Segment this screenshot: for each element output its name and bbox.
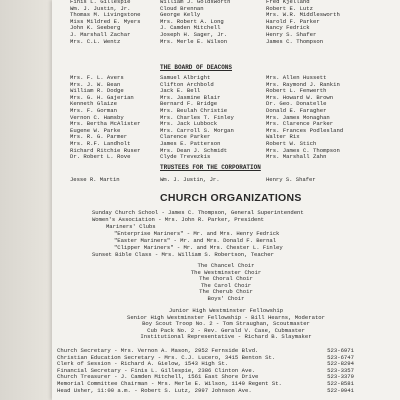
name-line: Wm. J. Justin, Jr.	[70, 4, 131, 12]
choir-line: The Cherub Choir	[199, 288, 253, 296]
name-line: Miss Mildred E. Myers	[70, 17, 141, 25]
officer-text: Church Treasurer - J. Camden Mitchell, 1561 East Shore Drive	[57, 373, 259, 381]
trustees-heading: TRUSTEES FOR THE CORPORATION	[160, 164, 261, 171]
name-line: Richard Ritchie Ruser	[70, 146, 141, 154]
choirs-list	[52, 263, 400, 303]
officer-phone: 522-8294	[327, 360, 354, 368]
name-line: Walter Rix	[266, 133, 300, 141]
fellowship-line: Boy Scout Troop No. 2 - Tom Straughan, Scoutmaster	[142, 320, 310, 328]
name-line: Finis L. Gillespie	[70, 0, 131, 5]
name-line: Mrs. Robert A. Long	[160, 17, 224, 25]
deacons-heading: THE BOARD OF DEACONS	[160, 64, 233, 71]
name-line: Robert L. Fenwerth	[266, 87, 327, 95]
name-line: Mrs. W.R. Middlesworth	[266, 11, 340, 19]
name-line: John K. Seeberg	[70, 24, 121, 32]
fellowship-line: Junior High Westminster Fellowship	[168, 307, 284, 314]
officer-phone: 523-3357	[327, 366, 354, 374]
name-line: Robert W. Stich	[266, 139, 317, 147]
org-line: Sunday Church School - James C. Thompson, General Superintendent	[92, 209, 304, 216]
name-line: Mrs. Merle E. Wilson	[160, 37, 228, 45]
trustee-name: Wm. J. Justin, Jr.	[160, 176, 220, 183]
name-line: Nancy Fedrick	[266, 24, 310, 32]
name-line: Clyde Trevezkis	[160, 153, 211, 161]
organizations-heading: CHURCH ORGANIZATIONS	[160, 192, 302, 204]
name-line: Clifton Archbold	[160, 80, 214, 88]
officer-phone: 522-8581	[327, 379, 354, 387]
name-line: Henry S. Shafer	[266, 30, 317, 38]
bulletin-page	[52, 0, 400, 400]
officer-text: Memorial Committee Chairman - Mrs. Merle E. Wilson, 1140 Regent St.	[57, 379, 282, 387]
fellowship-line: Senior High Westminster Fellowship - Bill Hearns, Moderator	[126, 313, 326, 321]
top-col-3	[266, 0, 340, 45]
binding-edge	[0, 0, 52, 400]
name-line: William R. Dodge	[70, 87, 124, 95]
officer-list	[57, 348, 354, 394]
name-line: Vernon C. Hamsby	[70, 113, 124, 121]
name-line: Mrs. G. H. Gajerian	[70, 93, 134, 101]
officer-text: Head Usher, 11:00 a.m. - Robert S. Lutz, 2997 Johnson Ave.	[57, 386, 252, 394]
name-line: Mrs. R.F. Landholt	[70, 139, 131, 147]
name-line: Mrs. Dean J. Schmidt	[160, 146, 228, 154]
trustee-name: Henry S. Shafer	[266, 176, 316, 183]
name-line: James E. Patterson	[160, 139, 221, 147]
top-col-2	[160, 0, 231, 45]
officer-text: Church Secretary - Mrs. Vernon A. Mason, 2952 Fernside Blvd.	[57, 347, 259, 354]
officer-phone: 523-6971	[327, 347, 354, 354]
name-line: Mrs. Allen Hussett	[266, 74, 327, 81]
org-line: Sunset Bible Class - Mrs. William S. Robertson, Teacher	[92, 251, 274, 258]
name-line: Mrs. J. W. Bean	[70, 80, 121, 88]
officer-phone: 523-3379	[327, 373, 354, 381]
org-line: "Clipper Mariners" - Mr. and Mrs. Chester L. Finley	[114, 244, 283, 251]
name-line: Mrs. James C. Thompson	[266, 146, 340, 154]
deacons-col-3	[266, 75, 343, 161]
name-line: James C. Thompson	[266, 37, 324, 45]
name-line: Clarence Parker	[160, 133, 211, 141]
name-line: J. Camden Mitchell	[160, 24, 221, 32]
name-line: Mrs. C.L. Wentz	[70, 37, 121, 45]
name-line: Eugene W. Parke	[70, 126, 121, 134]
name-line: Mrs. Beulah Christie	[160, 106, 228, 114]
name-line: Robert E. Lutz	[266, 4, 313, 12]
name-line: Mrs. R. G. Parmer	[70, 133, 128, 141]
deacons-col-1	[70, 75, 141, 161]
officer-row	[57, 388, 354, 395]
name-line: Mrs. Carroll S. Morgan	[160, 126, 234, 134]
name-line: Mrs. Frances Podlesland	[266, 126, 344, 134]
name-line: Dr. Geo. Donatelle	[266, 100, 327, 108]
officer-text: Clerk of Session - Richard A. Gielow, 1543 High St.	[57, 360, 229, 368]
name-line: George Kelly	[160, 11, 201, 19]
name-line: Mrs. F. L. Avers	[70, 74, 124, 81]
officer-text: Financial Secretary - Finis L. Gillespie, 2386 Clinton Ave.	[57, 366, 256, 374]
choir-line: The Carol Choir	[200, 281, 252, 289]
name-line: Cloud Brennan	[160, 4, 204, 12]
top-col-1	[70, 0, 141, 45]
choir-line: The Choral Choir	[199, 275, 253, 283]
name-line: Samuel Albright	[160, 74, 211, 81]
name-line: Mrs. Marshall Zahn	[266, 153, 327, 161]
org-line: "Easter Mariners" - Mr. and Mrs. Donald F. Bernal	[114, 237, 277, 244]
name-line: Thomas M. Livingstone	[70, 11, 141, 19]
name-line: Mrs. James Monaghan	[266, 113, 330, 121]
name-line: William J. Goldsworth	[160, 0, 231, 5]
name-line: Mrs. Jack Lubbock	[160, 120, 218, 128]
name-line: Mrs. Clarence Parker	[266, 120, 334, 128]
name-line: Dr. Robert L. Rove	[70, 153, 131, 161]
trustee-name: Jesse R. Martin	[70, 176, 120, 183]
fellowship-list	[52, 308, 400, 341]
name-line: Harold F. Parker	[266, 17, 320, 25]
name-line: Donald E. Faragher	[266, 106, 327, 114]
deacons-col-2	[160, 75, 234, 161]
org-line: Mariners' Clubs	[106, 223, 156, 230]
name-line: Fred Kjelland	[266, 0, 310, 5]
fellowship-line: Institutional Representative - Richard B. Slaymaker	[140, 333, 312, 341]
name-line: Mrs. Howard W. Brown	[266, 93, 334, 101]
org-line: "Enterprise Mariners" - Mr. and Mrs. Henry Fedrick	[114, 230, 280, 237]
name-line: Mrs. Raymond J. Rankin	[266, 80, 340, 88]
choir-line: The Westminster Choir	[190, 268, 262, 276]
name-line: Bernard F. Bridge	[160, 100, 218, 108]
name-line: Mrs. F. Gorman	[70, 106, 117, 114]
name-line: J. Marshall Zachar	[70, 30, 131, 38]
officer-phone: 523-6747	[327, 353, 354, 361]
name-line: Mrs. Bertha McAlister	[70, 120, 141, 128]
name-line: Mrs. Jasmine Blair	[160, 93, 221, 101]
fellowship-line: Cub Pack No. 2 - Rev. Gerald V. Case, Cubmaster	[147, 326, 305, 334]
choir-line: The Chancel Choir	[197, 262, 255, 269]
name-line: Jack E. Bell	[160, 87, 201, 95]
name-line: Mrs. Charles T. Finley	[160, 113, 234, 121]
name-line: Kenneth Glaize	[70, 100, 117, 108]
officer-text: Christian Education Secretary - Mrs. C.J. Lucero, 3415 Benton St.	[57, 353, 276, 361]
choir-line: Boys' Choir	[207, 294, 245, 302]
officer-phone: 522-9941	[327, 386, 354, 394]
name-line: Joseph H. Sager, Jr.	[160, 30, 228, 38]
org-line: Women's Association - Mrs. John R. Parker, President	[92, 216, 264, 223]
